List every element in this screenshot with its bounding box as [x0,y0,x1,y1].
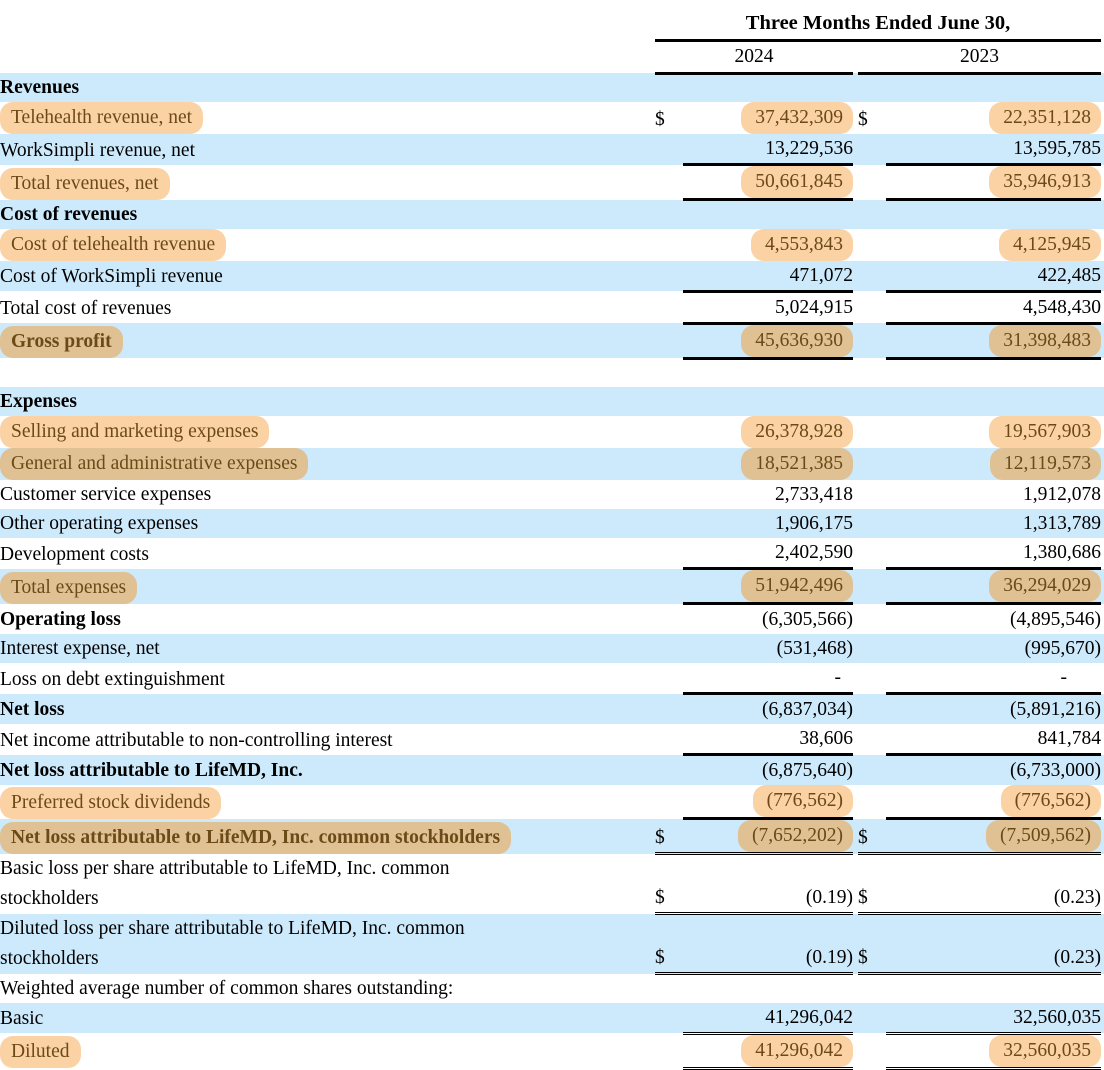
table-row [0,480,1104,509]
value-wavg-diluted-2024: 41,296,042 [683,1033,853,1068]
row-label-gross-profit: Gross profit [0,323,655,358]
section-header-expenses: Expenses [0,387,655,416]
value-total-cost-revenues-2023: 4,548,430 [886,291,1101,323]
value-cost-telehealth-2023: 4,125,945 [886,229,1101,261]
value-basic-eps-2023: (0.23) [886,854,1101,914]
table-row [0,1033,1104,1068]
currency-symbol-diluted-eps-2023: $ [858,914,886,974]
period-header-label: Three Months Ended June 30, [655,6,1101,40]
value-telehealth-revenue-2023: 22,351,128 [886,102,1101,134]
value-net-loss-common-2023: (7,509,562) [886,819,1101,854]
value-preferred-dividends-2024: (776,562) [683,785,853,819]
row-label-loss-debt-extinguishment: Loss on debt extinguishment [0,663,655,694]
row-label-net-loss-common: Net loss attributable to LifeMD, Inc. common stockholders [0,819,655,854]
currency-symbol-2024: $ [655,102,683,134]
year-header-2023: 2023 [858,40,1101,73]
table-row [0,694,1104,725]
value-basic-eps-2024: (0.19) [683,854,853,914]
table-row [0,819,1104,854]
row-label-customer-service: Customer service expenses [0,480,655,509]
value-cost-telehealth-2024: 4,553,843 [683,229,853,261]
row-label-total-expenses: Total expenses [0,569,655,604]
row-label-net-income-nci: Net income attributable to non-controlling interest [0,724,655,755]
table-row [0,416,1104,448]
value-interest-expense-2023: (995,670) [886,634,1101,663]
row-label-operating-loss: Operating loss [0,604,655,635]
row-label-cost-worksimpli: Cost of WorkSimpli revenue [0,261,655,292]
row-label-development-costs: Development costs [0,538,655,569]
value-net-loss-2023: (5,891,216) [886,694,1101,725]
value-wavg-diluted-2023: 32,560,035 [886,1033,1101,1068]
section-header-revenues-row [0,73,1104,102]
row-label-total-revenues: Total revenues, net [0,165,655,200]
value-loss-debt-extinguishment-2023: - [886,663,1101,694]
row-label-basic-eps: Basic loss per share attributable to LifeMD, Inc. common stockholders [0,854,655,914]
table-row [0,724,1104,755]
value-net-income-nci-2023: 841,784 [886,724,1101,755]
value-total-revenues-2023: 35,946,913 [886,165,1101,200]
row-label-net-loss-lifemd: Net loss attributable to LifeMD, Inc. [0,755,655,786]
section-header-revenues: Revenues [0,73,655,102]
value-net-income-nci-2024: 38,606 [683,724,853,755]
currency-symbol-basic-eps-2024: $ [655,854,683,914]
table-row [0,165,1104,200]
value-net-loss-common-2024: (7,652,202) [683,819,853,854]
row-label-diluted-eps: Diluted loss per share attributable to LifeMD, Inc. common stockholders [0,914,655,974]
section-header-cost-of-revenues: Cost of revenues [0,200,655,229]
table-row [0,785,1104,819]
value-selling-marketing-2023: 19,567,903 [886,416,1101,448]
table-row [0,291,1104,323]
value-operating-loss-2024: (6,305,566) [683,604,853,635]
value-diluted-eps-2024: (0.19) [683,914,853,974]
row-label-other-operating: Other operating expenses [0,509,655,538]
table-row [0,323,1104,358]
currency-symbol-basic-eps-2023: $ [858,854,886,914]
table-row [0,229,1104,261]
currency-symbol-net-loss-common-2024: $ [655,819,683,854]
value-telehealth-revenue-2024: 37,432,309 [683,102,853,134]
value-total-expenses-2024: 51,942,496 [683,569,853,604]
value-gross-profit-2024: 45,636,930 [683,323,853,358]
value-worksimpli-revenue-2024: 13,229,536 [683,134,853,165]
section-header-cost-of-revenues-row [0,200,1104,229]
value-cost-worksimpli-2024: 471,072 [683,261,853,292]
value-selling-marketing-2024: 26,378,928 [683,416,853,448]
section-header-expenses-row [0,387,1104,416]
value-general-admin-2023: 12,119,573 [886,448,1101,480]
section-header-weighted-avg: Weighted average number of common shares outstanding: [0,974,655,1003]
value-loss-debt-extinguishment-2024: - [683,663,853,694]
currency-symbol-diluted-eps-2024: $ [655,914,683,974]
value-net-loss-lifemd-2024: (6,875,640) [683,755,853,786]
value-total-expenses-2023: 36,294,029 [886,569,1101,604]
row-label-total-cost-revenues: Total cost of revenues [0,291,655,323]
value-total-cost-revenues-2024: 5,024,915 [683,291,853,323]
table-row [0,755,1104,786]
table-row [0,448,1104,480]
table-row [0,604,1104,635]
table-row [0,634,1104,663]
value-wavg-basic-2023: 32,560,035 [886,1003,1101,1034]
value-other-operating-2023: 1,313,789 [886,509,1101,538]
value-net-loss-lifemd-2023: (6,733,000) [886,755,1101,786]
value-customer-service-2024: 2,733,418 [683,480,853,509]
row-label-wavg-diluted: Diluted [0,1033,655,1068]
table-row [0,663,1104,694]
value-diluted-eps-2023: (0.23) [886,914,1101,974]
value-preferred-dividends-2023: (776,562) [886,785,1101,819]
table-row [0,509,1104,538]
value-customer-service-2023: 1,912,078 [886,480,1101,509]
row-label-interest-expense: Interest expense, net [0,634,655,663]
year-header-row [0,40,1104,73]
table-row [0,134,1104,165]
value-gross-profit-2023: 31,398,483 [886,323,1101,358]
row-label-preferred-dividends: Preferred stock dividends [0,785,655,819]
table-row [0,914,1104,974]
value-net-loss-2024: (6,837,034) [683,694,853,725]
value-development-costs-2024: 2,402,590 [683,538,853,569]
table-row [0,538,1104,569]
row-label-selling-marketing: Selling and marketing expenses [0,416,655,448]
row-label-cost-telehealth: Cost of telehealth revenue [0,229,655,261]
table-row [0,569,1104,604]
table-row [0,854,1104,914]
year-header-2024: 2024 [655,40,853,73]
value-total-revenues-2024: 50,661,845 [683,165,853,200]
table-row [0,261,1104,292]
value-cost-worksimpli-2023: 422,485 [886,261,1101,292]
value-operating-loss-2023: (4,895,546) [886,604,1101,635]
section-header-weighted-avg-row [0,974,1104,1003]
value-wavg-basic-2024: 41,296,042 [683,1003,853,1034]
currency-symbol-2023: $ [858,102,886,134]
value-interest-expense-2024: (531,468) [683,634,853,663]
row-label-worksimpli-revenue: WorkSimpli revenue, net [0,134,655,165]
table-row [0,102,1104,134]
value-worksimpli-revenue-2023: 13,595,785 [886,134,1101,165]
currency-symbol-net-loss-common-2023: $ [858,819,886,854]
period-header-row [0,6,1104,40]
table-row [0,1003,1104,1034]
row-label-net-loss: Net loss [0,694,655,725]
value-other-operating-2024: 1,906,175 [683,509,853,538]
row-label-general-admin: General and administrative expenses [0,448,655,480]
value-development-costs-2023: 1,380,686 [886,538,1101,569]
spacer-row [0,358,1104,387]
row-label-telehealth-revenue: Telehealth revenue, net [0,102,655,134]
row-label-wavg-basic: Basic [0,1003,655,1034]
value-general-admin-2024: 18,521,385 [683,448,853,480]
